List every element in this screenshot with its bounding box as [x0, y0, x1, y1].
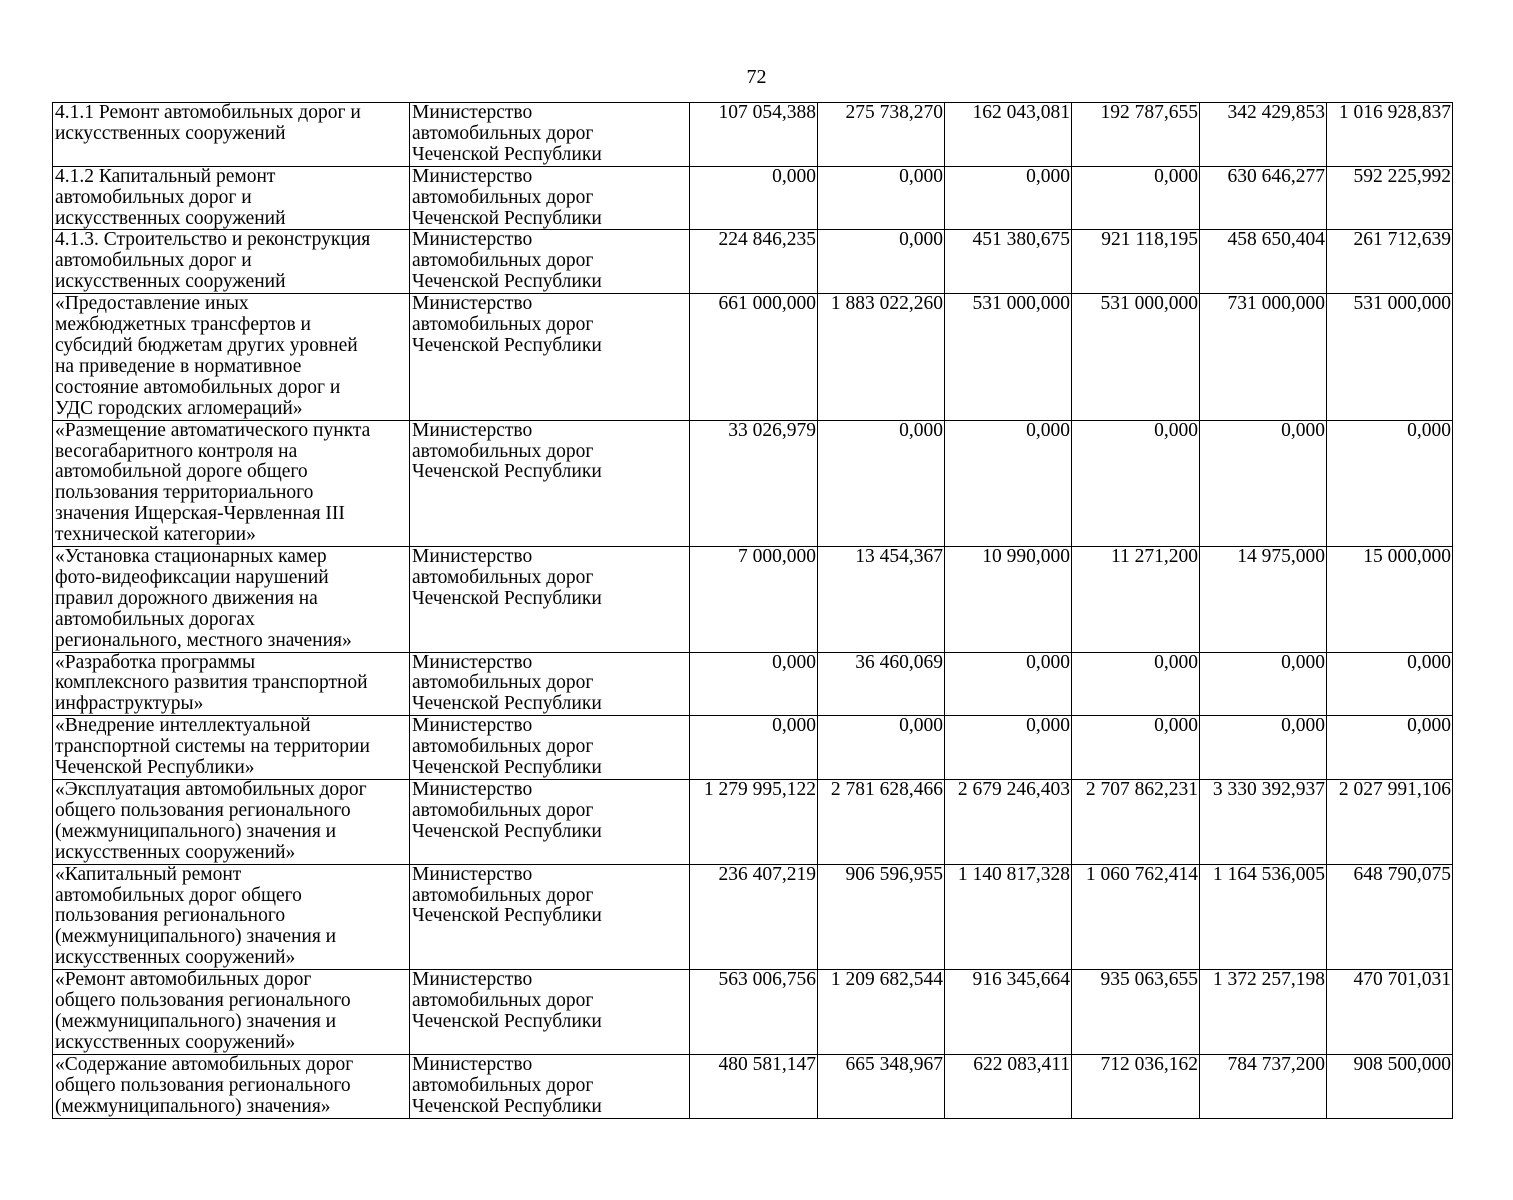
executor-line: Министерство [412, 969, 533, 991]
executor-line: Чеченской Республики [412, 271, 602, 293]
amount-cell: 712 036,162 [1072, 1054, 1200, 1118]
amount-cell: 342 429,853 [1200, 103, 1327, 167]
amount-cell: 0,000 [1072, 652, 1200, 716]
table-row [53, 652, 1453, 716]
amount-cell: 0,000 [945, 166, 1072, 230]
amount-cell: 908 500,000 [1327, 1054, 1453, 1118]
amount-cell: 162 043,081 [945, 103, 1072, 167]
activity-name-line: искусственных сооружений» [55, 1031, 296, 1053]
executor-line: автомобильных дорог [412, 672, 594, 694]
activity-name-cell [53, 230, 410, 294]
amount-cell: 275 738,270 [818, 103, 945, 167]
activity-name-line: Чеченской Республики» [55, 757, 255, 779]
activity-name-line: «Внедрение интеллектуальной [55, 715, 311, 737]
activity-name-cell [53, 1054, 410, 1118]
table-row [53, 970, 1453, 1055]
activity-name-line: искусственных сооружений» [55, 841, 296, 863]
amount-cell: 731 000,000 [1200, 294, 1327, 420]
executor-line: Министерство [412, 652, 533, 673]
activity-name-cell [53, 780, 410, 865]
activity-name-line: «Разработка программы [55, 652, 256, 673]
amount-cell: 0,000 [1072, 166, 1200, 230]
executor-cell [410, 1054, 690, 1118]
executor-line: Чеченской Республики [412, 905, 602, 927]
activity-name-line: транспортной системы на территории [55, 736, 370, 758]
activity-name-line: 4.1.2 Капитальный ремонт [55, 166, 276, 187]
activity-name-line: автомобильной дороге общего [55, 461, 308, 483]
amount-cell: 921 118,195 [1072, 230, 1200, 294]
activity-name-line: комплексного развития транспортной [55, 672, 368, 694]
amount-cell: 661 000,000 [690, 294, 818, 420]
activity-name-line: фото-видеофиксации нарушений [55, 566, 329, 588]
amount-cell: 0,000 [945, 420, 1072, 546]
amount-cell: 630 646,277 [1200, 166, 1327, 230]
activity-name-cell [53, 864, 410, 970]
executor-line: Министерство [412, 293, 533, 315]
executor-line: Министерство [412, 1054, 533, 1075]
amount-cell: 458 650,404 [1200, 230, 1327, 294]
executor-line: Чеченской Республики [412, 1095, 602, 1117]
activity-name-cell [53, 652, 410, 716]
amount-cell: 648 790,075 [1327, 864, 1453, 970]
amount-cell: 33 026,979 [690, 420, 818, 546]
executor-cell [410, 652, 690, 716]
executor-line: автомобильных дорог [412, 990, 594, 1012]
activity-name-line: весогабаритного контроля на [55, 440, 298, 462]
activity-name-line: «Эксплуатация автомобильных дорог [55, 779, 367, 800]
activity-name-cell [53, 166, 410, 230]
amount-cell: 11 271,200 [1072, 547, 1200, 653]
amount-cell: 622 083,411 [945, 1054, 1072, 1118]
amount-cell: 531 000,000 [1072, 294, 1200, 420]
activity-name-cell [53, 716, 410, 780]
executor-cell [410, 780, 690, 865]
table-row [53, 230, 1453, 294]
table-row [53, 716, 1453, 780]
executor-cell [410, 230, 690, 294]
executor-line: автомобильных дорог [412, 1074, 594, 1096]
amount-cell: 0,000 [818, 716, 945, 780]
activity-name-line: технической категории» [55, 524, 256, 546]
activity-name-line: пользования регионального [55, 905, 286, 927]
amount-cell: 15 000,000 [1327, 547, 1453, 653]
executor-cell [410, 166, 690, 230]
amount-cell: 563 006,756 [690, 970, 818, 1055]
executor-line: автомобильных дорог [412, 186, 594, 208]
amount-cell: 784 737,200 [1200, 1054, 1327, 1118]
executor-line: автомобильных дорог [412, 122, 594, 144]
table-row [53, 864, 1453, 970]
amount-cell: 2 781 628,466 [818, 780, 945, 865]
amount-cell: 906 596,955 [818, 864, 945, 970]
activity-name-cell [53, 103, 410, 167]
activity-name-line: состояние автомобильных дорог и [55, 376, 341, 398]
activity-name-line: (межмуниципального) значения и [55, 1010, 337, 1032]
executor-line: автомобильных дорог [412, 440, 594, 462]
activity-name-line: «Установка стационарных камер [55, 546, 327, 568]
amount-cell: 0,000 [1200, 716, 1327, 780]
amount-cell: 1 279 995,122 [690, 780, 818, 865]
amount-cell: 0,000 [1200, 420, 1327, 546]
executor-line: Министерство [412, 166, 533, 187]
amount-cell: 1 883 022,260 [818, 294, 945, 420]
executor-line: Министерство [412, 102, 533, 123]
activity-name-line: 4.1.3. Строительство и реконструкция [55, 229, 371, 251]
amount-cell: 2 027 991,106 [1327, 780, 1453, 865]
activity-name-line: «Капитальный ремонт [55, 864, 242, 885]
amount-cell: 0,000 [1327, 716, 1453, 780]
activity-name-line: значения Ищерская-Червленная III [55, 503, 345, 525]
table-body [53, 103, 1453, 1119]
executor-line: Чеченской Республики [412, 143, 602, 165]
executor-line: автомобильных дорог [412, 799, 594, 821]
executor-line: Министерство [412, 229, 533, 251]
activity-name-line: общего пользования регионального [55, 799, 351, 821]
executor-cell [410, 420, 690, 546]
amount-cell: 1 209 682,544 [818, 970, 945, 1055]
amount-cell: 0,000 [1072, 420, 1200, 546]
amount-cell: 1 016 928,837 [1327, 103, 1453, 167]
executor-cell [410, 864, 690, 970]
activity-name-line: искусственных сооружений [55, 271, 286, 293]
amount-cell: 2 707 862,231 [1072, 780, 1200, 865]
executor-line: автомобильных дорог [412, 250, 594, 272]
activity-name-line: «Содержание автомобильных дорог [55, 1054, 354, 1075]
amount-cell: 224 846,235 [690, 230, 818, 294]
amount-cell: 592 225,992 [1327, 166, 1453, 230]
amount-cell: 935 063,655 [1072, 970, 1200, 1055]
amount-cell: 0,000 [690, 652, 818, 716]
activity-name-line: искусственных сооружений [55, 207, 286, 229]
activity-name-line: пользования территориального [55, 482, 314, 504]
executor-line: Министерство [412, 864, 533, 885]
table-row [53, 420, 1453, 546]
executor-cell [410, 716, 690, 780]
amount-cell: 7 000,000 [690, 547, 818, 653]
activity-name-line: регионального, местного значения» [55, 629, 352, 651]
amount-cell: 0,000 [818, 230, 945, 294]
activity-name-line: общего пользования регионального [55, 990, 351, 1012]
amount-cell: 531 000,000 [1327, 294, 1453, 420]
amount-cell: 531 000,000 [945, 294, 1072, 420]
activity-name-line: автомобильных дорогах [55, 608, 255, 630]
executor-line: автомобильных дорог [412, 314, 594, 336]
amount-cell: 0,000 [690, 166, 818, 230]
amount-cell: 0,000 [945, 652, 1072, 716]
executor-line: Министерство [412, 420, 533, 441]
amount-cell: 10 990,000 [945, 547, 1072, 653]
table-row [53, 294, 1453, 420]
executor-cell [410, 970, 690, 1055]
amount-cell: 13 454,367 [818, 547, 945, 653]
activity-name-line: автомобильных дорог общего [55, 884, 302, 906]
activity-name-line: (межмуниципального) значения и [55, 820, 337, 842]
amount-cell: 0,000 [818, 166, 945, 230]
budget-table [52, 102, 1453, 1119]
table-row [53, 1054, 1453, 1118]
amount-cell: 1 164 536,005 [1200, 864, 1327, 970]
page-number: 72 [746, 66, 767, 88]
amount-cell: 1 372 257,198 [1200, 970, 1327, 1055]
activity-name-line: «Размещение автоматического пункта [55, 420, 371, 441]
amount-cell: 261 712,639 [1327, 230, 1453, 294]
activity-name-line: субсидий бюджетам других уровней [55, 334, 358, 356]
activity-name-line: автомобильных дорог и [55, 250, 252, 272]
executor-cell [410, 103, 690, 167]
executor-cell [410, 294, 690, 420]
activity-name-line: «Ремонт автомобильных дорог [55, 969, 312, 991]
activity-name-line: (межмуниципального) значения и [55, 926, 337, 948]
executor-line: Чеченской Республики [412, 461, 602, 483]
executor-line: Чеченской Республики [412, 757, 602, 779]
executor-line: автомобильных дорог [412, 566, 594, 588]
activity-name-line: «Предоставление иных [55, 293, 249, 315]
activity-name-cell [53, 970, 410, 1055]
activity-name-line: 4.1.1 Ремонт автомобильных дорог и [55, 102, 361, 123]
amount-cell: 192 787,655 [1072, 103, 1200, 167]
table-row [53, 103, 1453, 167]
amount-cell: 665 348,967 [818, 1054, 945, 1118]
executor-line: Чеченской Республики [412, 693, 602, 715]
amount-cell: 1 140 817,328 [945, 864, 1072, 970]
activity-name-line: общего пользования регионального [55, 1074, 351, 1096]
activity-name-line: автомобильных дорог и [55, 186, 252, 208]
executor-line: автомобильных дорог [412, 736, 594, 758]
amount-cell: 470 701,031 [1327, 970, 1453, 1055]
amount-cell: 451 380,675 [945, 230, 1072, 294]
executor-line: автомобильных дорог [412, 884, 594, 906]
activity-name-line: искусственных сооружений» [55, 947, 296, 969]
executor-line: Чеченской Республики [412, 820, 602, 842]
amount-cell: 0,000 [818, 420, 945, 546]
activity-name-line: (межмуниципального) значения» [55, 1095, 331, 1117]
activity-name-line: на приведение в нормативное [55, 355, 302, 377]
amount-cell: 480 581,147 [690, 1054, 818, 1118]
amount-cell: 236 407,219 [690, 864, 818, 970]
executor-line: Министерство [412, 779, 533, 800]
table-row [53, 166, 1453, 230]
activity-name-line: искусственных сооружений [55, 122, 286, 144]
activity-name-line: инфраструктуры» [55, 693, 204, 715]
amount-cell: 36 460,069 [818, 652, 945, 716]
amount-cell: 14 975,000 [1200, 547, 1327, 653]
executor-line: Чеченской Республики [412, 334, 602, 356]
amount-cell: 107 054,388 [690, 103, 818, 167]
amount-cell: 0,000 [1072, 716, 1200, 780]
amount-cell: 0,000 [1327, 420, 1453, 546]
executor-line: Министерство [412, 546, 533, 568]
amount-cell: 2 679 246,403 [945, 780, 1072, 865]
activity-name-line: правил дорожного движения на [55, 587, 318, 609]
table-row [53, 547, 1453, 653]
activity-name-line: УДС городских агломераций» [55, 397, 303, 419]
activity-name-cell [53, 294, 410, 420]
amount-cell: 916 345,664 [945, 970, 1072, 1055]
table-row [53, 780, 1453, 865]
activity-name-line: межбюджетных трансфертов и [55, 314, 311, 336]
amount-cell: 0,000 [1200, 652, 1327, 716]
executor-line: Чеченской Республики [412, 1010, 602, 1032]
executor-cell [410, 547, 690, 653]
executor-line: Чеченской Республики [412, 207, 602, 229]
amount-cell: 3 330 392,937 [1200, 780, 1327, 865]
amount-cell: 0,000 [690, 716, 818, 780]
activity-name-cell [53, 547, 410, 653]
executor-line: Чеченской Республики [412, 587, 602, 609]
executor-line: Министерство [412, 715, 533, 737]
amount-cell: 0,000 [945, 716, 1072, 780]
amount-cell: 0,000 [1327, 652, 1453, 716]
amount-cell: 1 060 762,414 [1072, 864, 1200, 970]
activity-name-cell [53, 420, 410, 546]
